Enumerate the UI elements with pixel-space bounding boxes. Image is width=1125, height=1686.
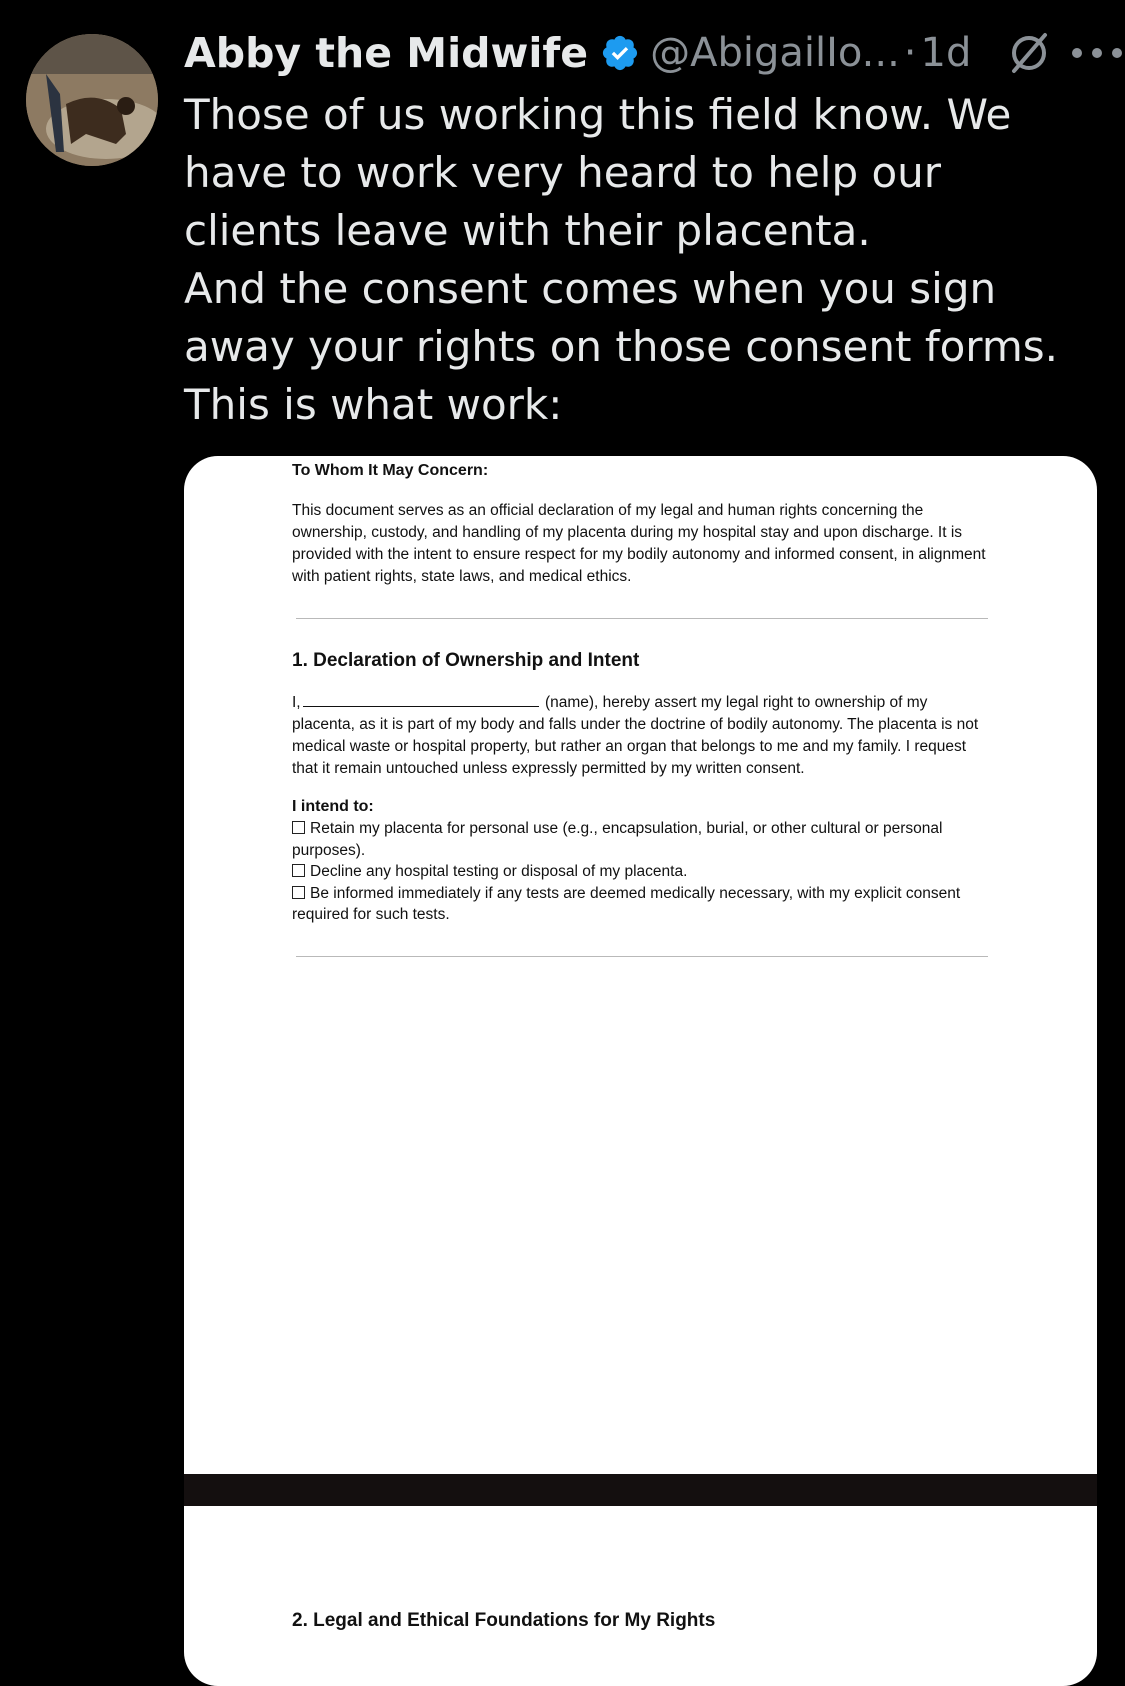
- separator-dot: ·: [903, 30, 917, 76]
- declaration-text: (name), hereby assert my legal right to ownership of my placenta, as it is part of my body and falls under the doctrine of bodily autonomy. The placenta is not medical waste or hospital property, but rather an organ that belongs to me and my family. I request that it remain untouched unless expressly permitted by my written consent.: [292, 694, 979, 777]
- intent-options: [292, 818, 994, 926]
- checkbox-icon: [292, 821, 305, 834]
- intent-option: [292, 861, 994, 883]
- divider: [296, 956, 988, 957]
- document-intro: This document serves as an official declaration of my legal and human rights concerning the ownership, custody, and handling of my placenta during my hospital stay and upon discharge. It is provided with the intent to ensure respect for my bodily autonomy and informed consent, in alignment with patient rights, state laws, and medical ethics.: [292, 502, 986, 585]
- declaration-paragraph: [292, 692, 994, 780]
- post-image[interactable]: [184, 456, 1097, 1686]
- checkbox-icon: [292, 886, 305, 899]
- avatar-photo: [26, 34, 158, 166]
- verified-badge-icon[interactable]: [600, 33, 640, 73]
- intent-option-label: Retain my placenta for personal use (e.g., encapsulation, burial, or other cultural or personal purposes).: [292, 820, 943, 859]
- intend-label: I intend to:: [292, 798, 374, 815]
- author-handle[interactable]: @AbigailIo...: [650, 30, 900, 76]
- checkbox-icon: [292, 864, 305, 877]
- post-text-content: Those of us working this field know. We have to work very heard to help our clients leave with their placenta. And the consent comes when you sign away your rights on those consent forms. This is what work:: [184, 90, 1058, 429]
- divider: [296, 618, 988, 619]
- section-1-title: 1. Declaration of Ownership and Intent: [292, 650, 640, 671]
- section-2-title: 2. Legal and Ethical Foundations for My Rights: [292, 1610, 716, 1631]
- more-options-icon[interactable]: [1067, 43, 1125, 63]
- post-text: [184, 86, 1084, 434]
- name-blank: [303, 692, 539, 707]
- author-avatar[interactable]: [26, 34, 158, 166]
- declaration-prefix: I,: [292, 694, 301, 711]
- page-break-band: [184, 1474, 1097, 1506]
- intent-option-label: Decline any hospital testing or disposal of my placenta.: [310, 863, 688, 880]
- document-greeting: To Whom It May Concern:: [292, 462, 489, 479]
- intent-option: [292, 818, 994, 861]
- intent-option-label: Be informed immediately if any tests are deemed medically necessary, with my explicit consent required for such tests.: [292, 884, 961, 923]
- grok-icon[interactable]: [1005, 29, 1053, 77]
- author-name[interactable]: Abby the Midwife: [184, 29, 589, 77]
- post-time[interactable]: 1d: [920, 30, 972, 76]
- post-header: [184, 28, 1104, 78]
- intent-option: [292, 883, 994, 926]
